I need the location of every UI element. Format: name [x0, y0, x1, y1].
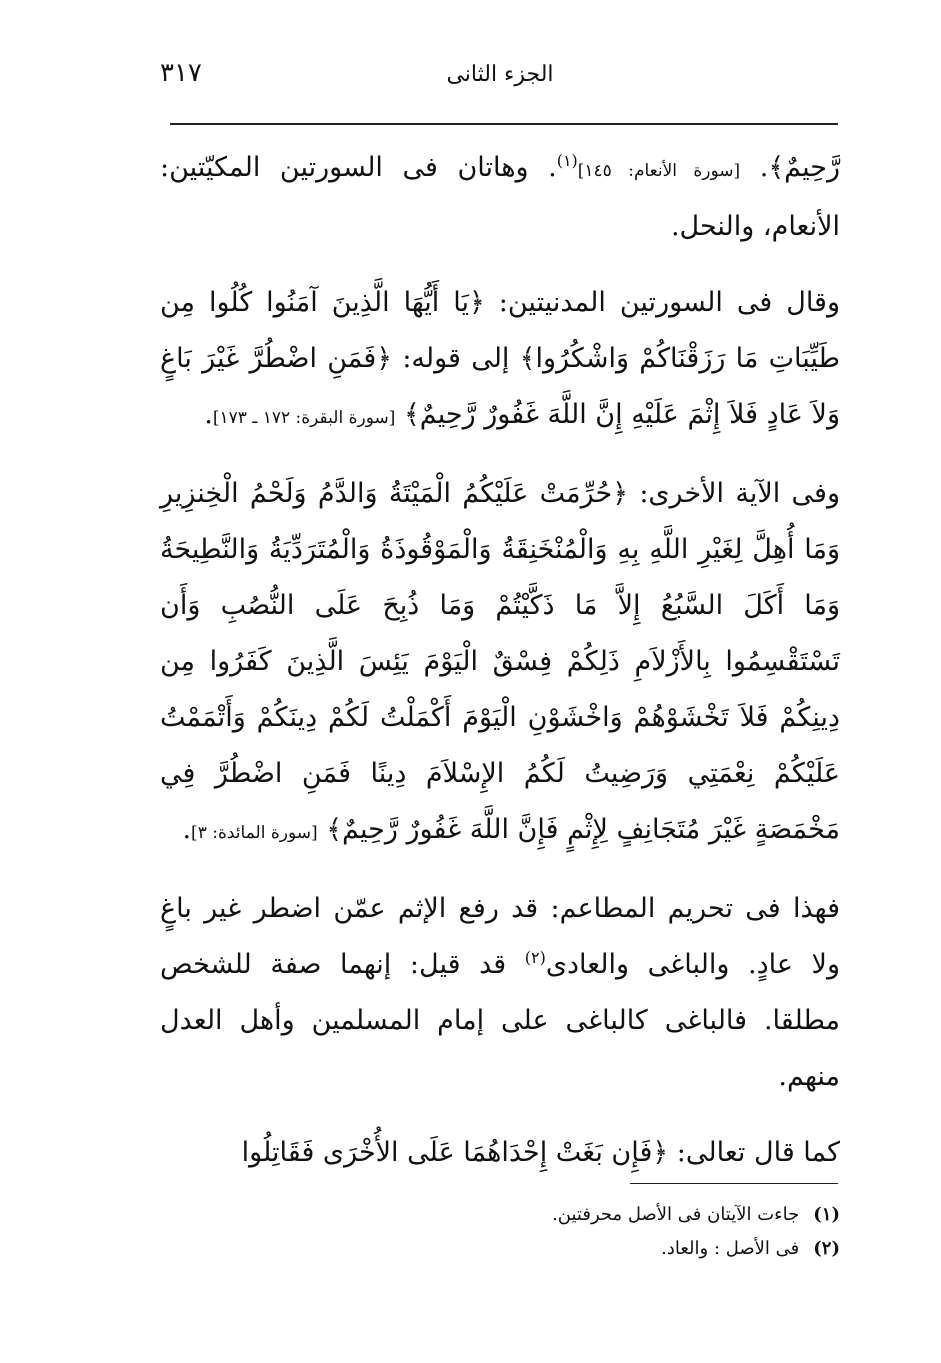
- paragraph-text: كما قال تعالى: ﴿فَإِن بَغَتْ إِحْدَاهُمَا عَلَى الأُخْرَى فَقَاتِلُوا: [241, 1137, 840, 1168]
- paragraph-text: .: [204, 399, 213, 430]
- footnote-text: جاءت الآيتان فى الأصل محرفتين.: [552, 1204, 800, 1225]
- paragraph-3: [160, 466, 840, 861]
- footnote-number: (٢): [813, 1238, 840, 1259]
- footnotes: [160, 1198, 840, 1266]
- running-title: الجزء الثانى: [446, 62, 554, 87]
- page-number: ٣١٧: [160, 58, 202, 88]
- footnote-marker: (١): [556, 151, 578, 170]
- paragraph-text: . وهاتان فى السورتين المكيّتين: الأنعام، والنحل.: [160, 152, 840, 242]
- page-header: [160, 58, 840, 98]
- footnote-marker: (٢): [524, 948, 546, 967]
- paragraph-4: [160, 881, 840, 1105]
- paragraph-5: [160, 1125, 840, 1181]
- paragraph-2: [160, 275, 840, 446]
- footnote-2: [160, 1232, 840, 1266]
- quran-reference: [سورة البقرة: ١٧٢ ـ ١٧٣]: [212, 408, 396, 428]
- quran-reference: [سورة المائدة: ٣]: [191, 823, 318, 843]
- paragraph-text: فهذا فى تحريم المطاعم: قد رفع الإثم عمّن اضطر غير باغٍ ولا عادٍ. والباغى والعادى: [160, 893, 840, 980]
- paragraph-text: قد قيل: إنهما صفة للشخص مطلقا. فالباغى كالباغى على إمام المسلمين وأهل العدل منهم.: [160, 949, 840, 1092]
- paragraph-text: وفى الآية الأخرى: ﴿حُرِّمَتْ عَلَيْكُمُ الْمَيْتَةُ وَالدَّمُ وَلَحْمُ الْخِنزِيرِ وَمَا أُهِلَّ لِغَيْرِ اللَّهِ بِهِ وَالْمُنْخَنِقَةُ وَالْمَوْقُوذَةُ وَالْمُتَرَدِّيَةُ وَالنَّطِيحَةُ وَمَا أَكَلَ السَّبُعُ إِلاَّ مَا ذَكَّيْتُمْ وَمَا ذُبِحَ عَلَى النُّصُبِ وَأَن تَسْتَقْسِمُوا بِالأَزْلاَمِ ذَلِكُمْ فِسْقٌ الْيَوْمَ يَئِسَ الَّذِينَ كَفَرُوا مِن دِينِكُمْ فَلاَ تَخْشَوْهُمْ وَاخْشَوْنِ الْيَوْمَ أَكْمَلْتُ لَكُمْ دِينَكُمْ وَأَتْمَمْتُ عَلَيْكُمْ نِعْمَتِي وَرَضِيتُ لَكُمُ الإِسْلاَمَ دِينًا فَمَنِ اضْطُرَّ فِي مَخْمَصَةٍ غَيْرَ مُتَجَانِفٍ لِإِثْمٍ فَإِنَّ اللَّهَ غَفُورٌ رَّحِيمٌ﴾: [160, 478, 840, 845]
- header-divider: [170, 123, 838, 125]
- footnote-number: (١): [813, 1204, 840, 1225]
- paragraph-text: وقال فى السورتين المدنيتين: ﴿يَا أَيُّهَا الَّذِينَ آمَنُوا كُلُوا مِن طَيِّبَاتِ مَا رَزَقْنَاكُمْ وَاشْكُرُوا﴾ إلى قوله: ﴿فَمَنِ اضْطُرَّ غَيْرَ بَاغٍ وَلاَ عَادٍ فَلاَ إِثْمَ عَلَيْهِ إِنَّ اللَّهَ غَفُورٌ رَّحِيمٌ﴾: [160, 287, 840, 430]
- paragraph-text: .: [182, 814, 192, 845]
- body-text: [160, 140, 840, 1181]
- footnote-1: [160, 1198, 840, 1232]
- footnote-text: فى الأصل : والعاد.: [661, 1238, 800, 1259]
- paragraph-1: [160, 140, 840, 255]
- quran-reference: [سورة الأنعام: ١٤٥]: [577, 161, 741, 181]
- footnote-divider: [630, 1183, 838, 1184]
- paragraph-text: رَّحِيمٌ﴾.: [740, 152, 840, 183]
